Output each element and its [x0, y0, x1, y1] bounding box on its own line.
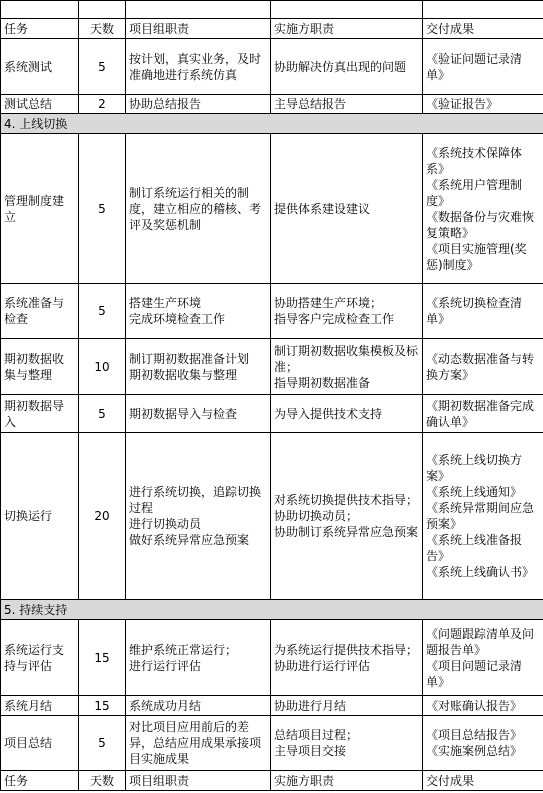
days-cell: 15 — [79, 696, 126, 716]
task-cell: 系统运行支持与评估 — [1, 620, 79, 696]
table-row — [1, 716, 543, 771]
task-cell: 系统测试 — [1, 39, 79, 95]
days-cell: 5 — [79, 284, 126, 339]
section-row — [1, 600, 543, 620]
deliv-cell: 《系统技术保障体系》 《系统用户管理制度》 《数据备份与灾难恢复策略》 《项目实施管理(奖惩)制度》 — [423, 134, 543, 284]
days-cell: 15 — [79, 620, 126, 696]
impl-cell: 主导总结报告 — [271, 95, 423, 114]
section-title: 4. 上线切换 — [1, 114, 543, 134]
table-row — [1, 134, 543, 284]
footer-task: 任务 — [1, 771, 79, 791]
footer-impl: 实施方职责 — [271, 771, 423, 791]
org-cell: 进行系统切换，追踪切换过程 进行切换动员 做好系统异常应急预案 — [126, 433, 271, 600]
table-row — [1, 39, 543, 95]
impl-cell: 协助搭建生产环境； 指导客户完成检查工作 — [271, 284, 423, 339]
table-row — [1, 620, 543, 696]
deliv-cell: 《项目总结报告》 《实施案例总结》 — [423, 716, 543, 771]
org-cell: 协助总结报告 — [126, 95, 271, 114]
section-title: 5. 持续支持 — [1, 600, 543, 620]
org-cell: 制订期初数据准备计划 期初数据收集与整理 — [126, 339, 271, 395]
deliv-cell: 《验证报告》 — [423, 95, 543, 114]
task-cell: 切换运行 — [1, 433, 79, 600]
days-cell: 20 — [79, 433, 126, 600]
days-cell: 5 — [79, 716, 126, 771]
impl-cell: 协助解决仿真出现的问题 — [271, 39, 423, 95]
table-row — [1, 395, 543, 433]
deliv-cell: 《系统切换检查清单》 — [423, 284, 543, 339]
table-row — [1, 95, 543, 114]
task-cell: 期初数据收集与整理 — [1, 339, 79, 395]
section-row — [1, 114, 543, 134]
impl-cell: 总结项目过程； 主导项目交接 — [271, 716, 423, 771]
org-cell: 维护系统正常运行； 进行运行评估 — [126, 620, 271, 696]
top-spacer-row — [1, 1, 543, 19]
header-row — [1, 19, 543, 39]
days-cell: 10 — [79, 339, 126, 395]
task-cell: 项目总结 — [1, 716, 79, 771]
impl-cell: 对系统切换提供技术指导； 协助切换动员； 协助制订系统异常应急预案 — [271, 433, 423, 600]
deliv-cell: 《验证问题记录清单》 — [423, 39, 543, 95]
impl-cell: 为系统运行提供技术指导； 协助进行运行评估 — [271, 620, 423, 696]
org-cell: 搭建生产环境 完成环境检查工作 — [126, 284, 271, 339]
header-impl: 实施方职责 — [271, 19, 423, 39]
deliv-cell: 《问题跟踪清单及问题报告单》 《项目问题记录清单》 — [423, 620, 543, 696]
table-row — [1, 284, 543, 339]
days-cell: 5 — [79, 395, 126, 433]
deliv-cell: 《对账确认报告》 — [423, 696, 543, 716]
days-cell: 5 — [79, 134, 126, 284]
org-cell: 系统成功月结 — [126, 696, 271, 716]
impl-cell: 提供体系建设建议 — [271, 134, 423, 284]
impl-cell: 协助进行月结 — [271, 696, 423, 716]
org-cell: 按计划，真实业务，及时准确地进行系统仿真 — [126, 39, 271, 95]
org-cell: 期初数据导入与检查 — [126, 395, 271, 433]
header-org: 项目组职责 — [126, 19, 271, 39]
org-cell: 对比项目应用前后的差异，总结应用成果承接项目实施成果 — [126, 716, 271, 771]
task-cell: 系统准备与检查 — [1, 284, 79, 339]
task-cell: 管理制度建立 — [1, 134, 79, 284]
deliv-cell: 《期初数据准备完成确认单》 — [423, 395, 543, 433]
days-cell: 2 — [79, 95, 126, 114]
task-cell: 系统月结 — [1, 696, 79, 716]
header-deliv: 交付成果 — [423, 19, 543, 39]
task-cell: 测试总结 — [1, 95, 79, 114]
task-cell: 期初数据导入 — [1, 395, 79, 433]
footer-org: 项目组职责 — [126, 771, 271, 791]
footer-row — [1, 771, 543, 791]
days-cell: 5 — [79, 39, 126, 95]
header-days: 天数 — [79, 19, 126, 39]
header-task: 任务 — [1, 19, 79, 39]
footer-deliv: 交付成果 — [423, 771, 543, 791]
deliv-cell: 《动态数据准备与转换方案》 — [423, 339, 543, 395]
table-row — [1, 696, 543, 716]
impl-cell: 制订期初数据收集模板及标准； 指导期初数据准备 — [271, 339, 423, 395]
table-row — [1, 433, 543, 600]
org-cell: 制订系统运行相关的制度，建立相应的稽核、考评及奖惩机制 — [126, 134, 271, 284]
footer-days: 天数 — [79, 771, 126, 791]
impl-cell: 为导入提供技术支持 — [271, 395, 423, 433]
deliv-cell: 《系统上线切换方案》 《系统上线通知》 《系统异常期间应急预案》 《系统上线准备报告》 《系统上线确认书》 — [423, 433, 543, 600]
table-row — [1, 339, 543, 395]
